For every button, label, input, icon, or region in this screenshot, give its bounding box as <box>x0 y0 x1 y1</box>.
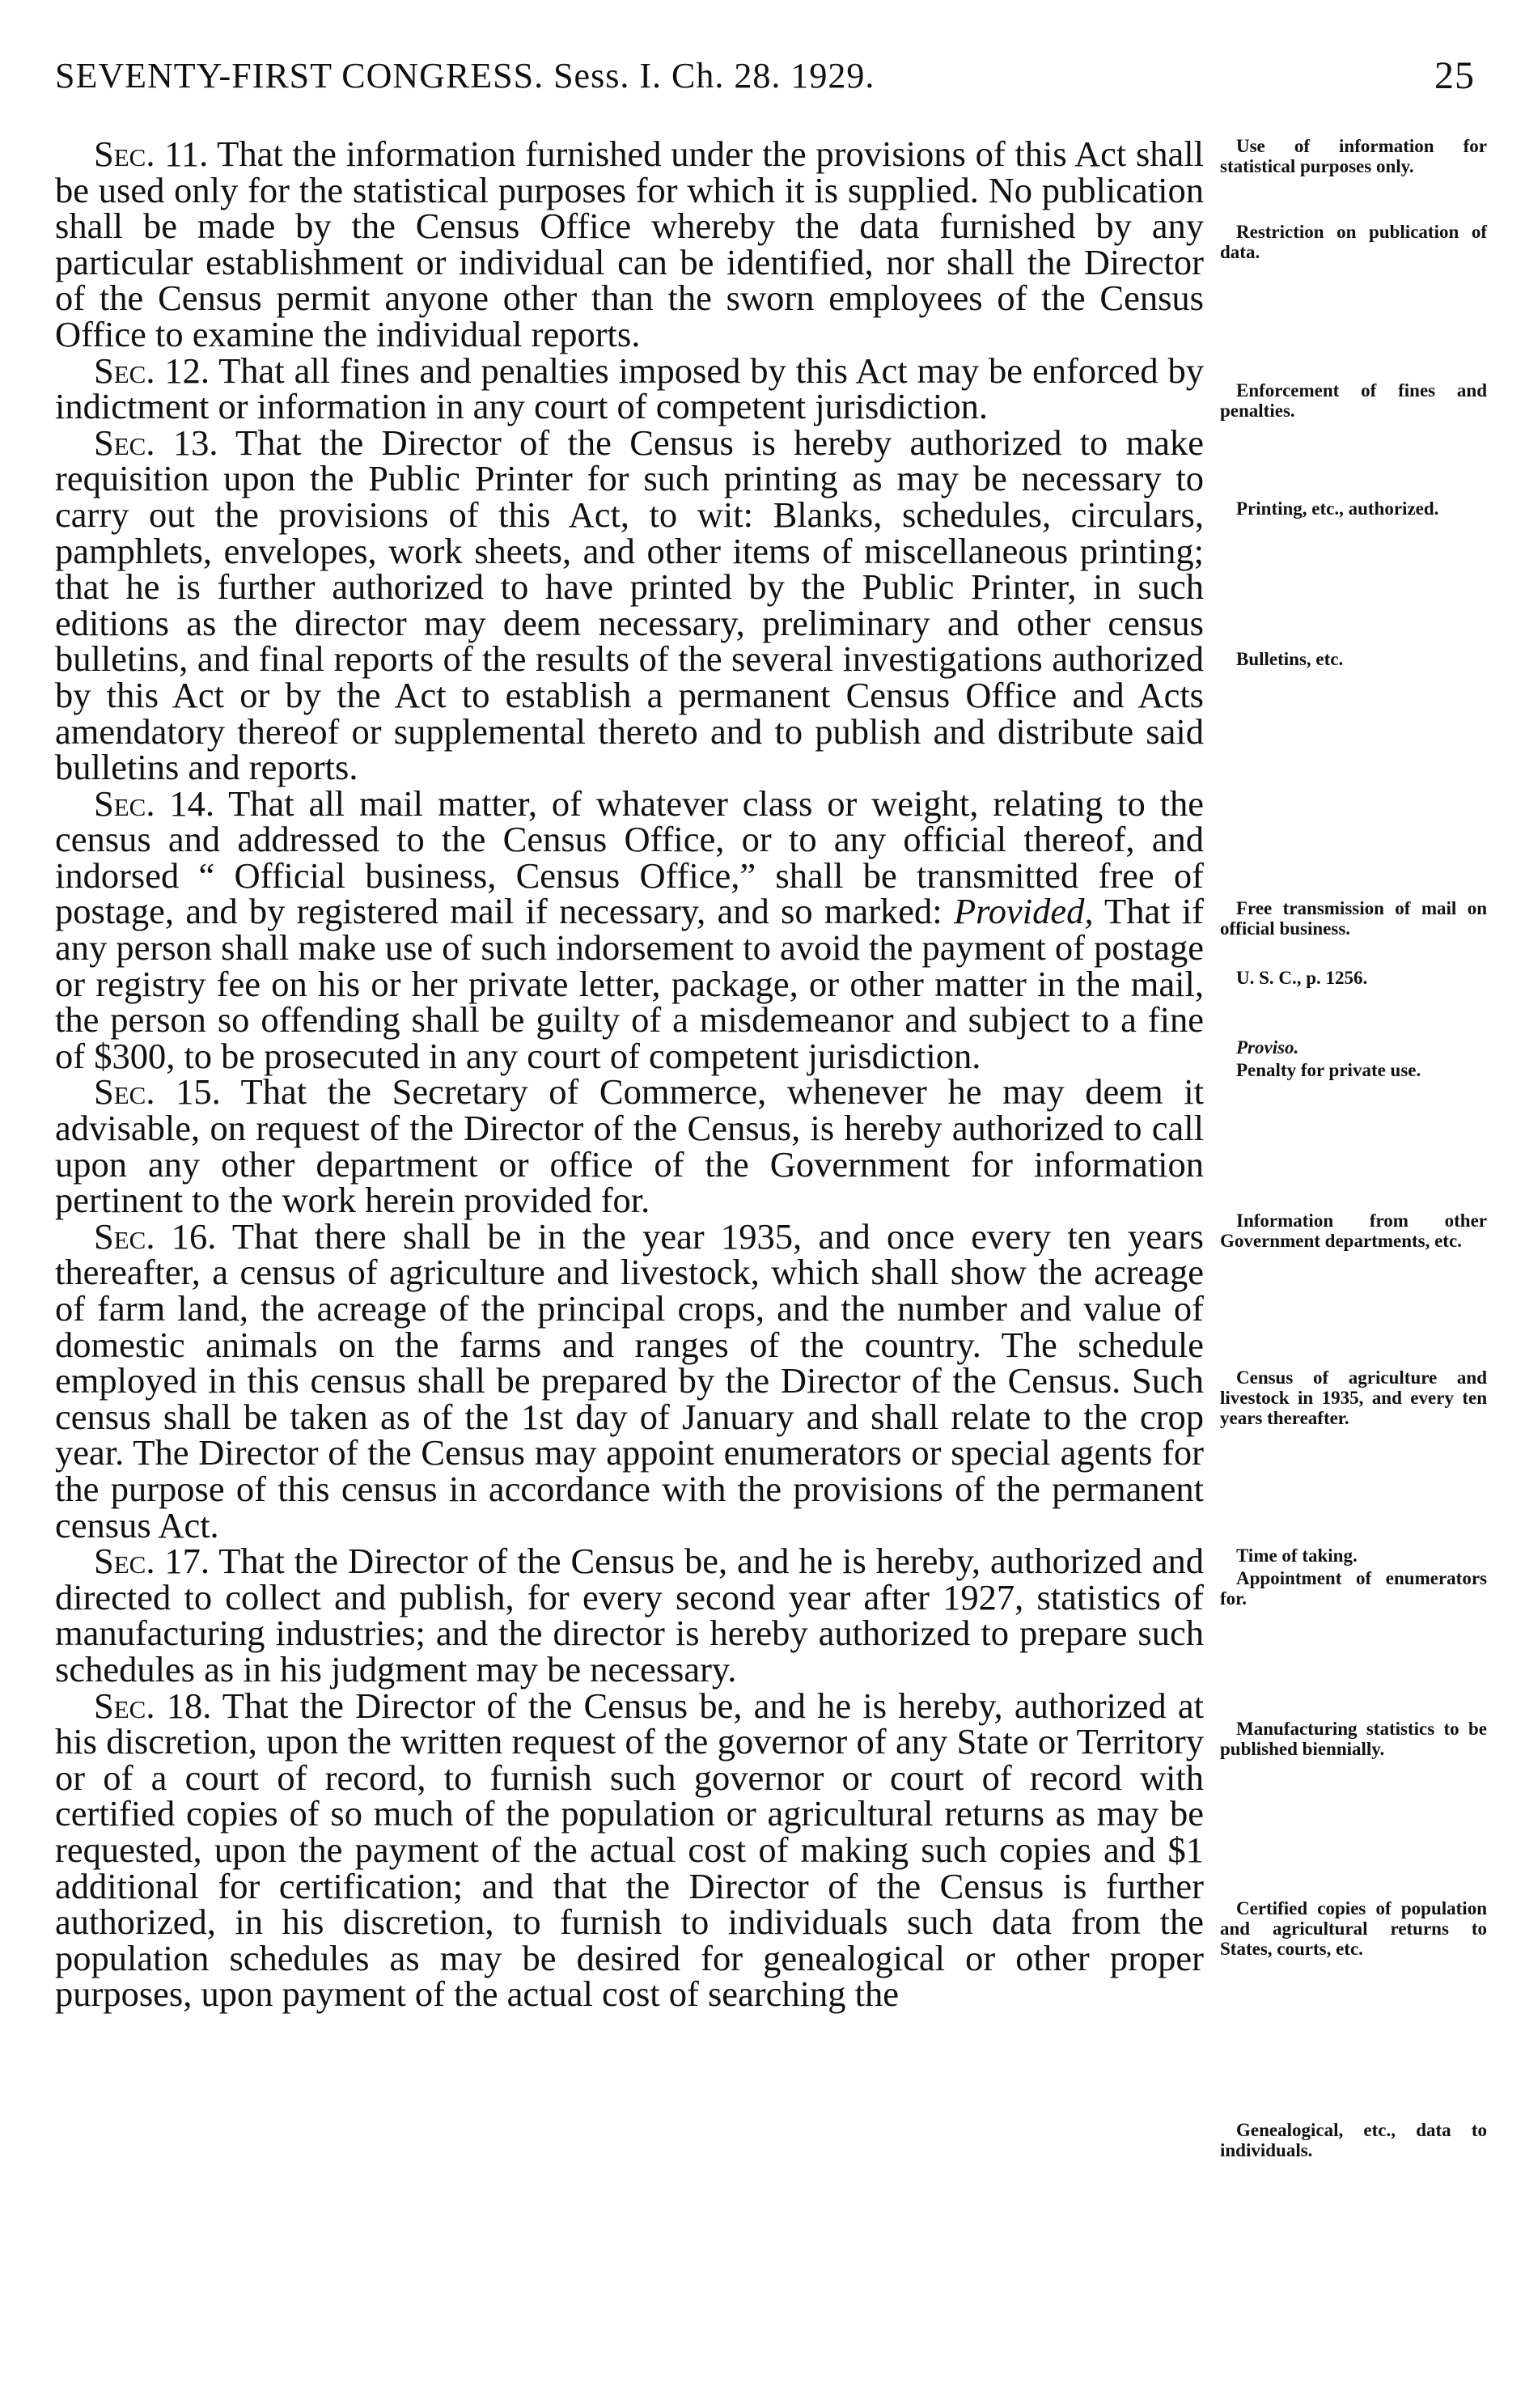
margin-note-proviso-label: Proviso. <box>1236 1037 1299 1058</box>
section-text: That the Director of the Census be, and he is hereby, authorized and directed to collect and publish, for every second year after 1927, statistics of manufacturing industries; and the director is hereby authorized to prepare such schedules as in his judgment may be necessary. <box>55 1541 1204 1689</box>
margin-note-certified-copies: Certified copies of population and agricultural returns to States, courts, etc. <box>1220 1898 1487 1959</box>
margin-note-usc-reference: U. S. C., p. 1256. <box>1236 968 1368 988</box>
section-11 <box>55 136 1204 353</box>
section-text: That all mail matter, of whatever class or weight, relating to the census and addressed to the Census Office, or to any official thereof, and indorsed “ Official business, Census Office,” shall be transmitted free of postage, and by registered mail if necessary, and so marked: <box>55 782 1204 932</box>
section-14 <box>55 782 1205 1076</box>
section-number: Sec. 16. <box>94 1215 217 1257</box>
proviso-word: Provided, <box>953 891 1094 932</box>
margin-note-printing-authorized: Printing, etc., authorized. <box>1236 498 1439 519</box>
margin-note-census-agriculture: Census of agriculture and livestock in 1935, and every ten years thereafter. <box>1220 1367 1487 1428</box>
margin-note-manufacturing-statistics: Manufacturing statistics to be published biennially. <box>1220 1719 1487 1759</box>
statute-text-column <box>55 134 1205 2015</box>
section-18 <box>55 1685 1204 2015</box>
margin-note-restriction-publication: Restriction on publication of data. <box>1220 222 1487 262</box>
margin-note-free-transmission: Free transmission of mail on official business. <box>1220 898 1487 939</box>
section-13 <box>55 422 1204 788</box>
section-text-after-proviso: That if any person shall make use of such indorsement to avoid the payment of postage or registry fee on his or her private letter, package, or other matter in the mail, the person so offending shall be guilty of a misdemeanor and subject to a fine of $300, to be prosecuted in any court of competent jurisdiction. <box>55 891 1205 1076</box>
section-number: Sec. 11. <box>94 134 209 174</box>
section-text: That there shall be in the year 1935, and once every ten years thereafter, a census of agriculture and livestock, which shall show the acreage of farm land, the acreage of the principal crops, and the number and value of domestic animals on the farms and ranges of the country. The schedule employed in this census shall be prepared by the Director of the Census. Such census shall be taken as of the 1st day of January and shall relate to the crop year. The Director of the Census may appoint enumerators or special agents for the purpose of this census in accordance with the provisions of the permanent census Act. <box>55 1215 1204 1545</box>
section-number: Sec. 14. <box>94 782 215 824</box>
section-number: Sec. 18. <box>94 1685 212 1726</box>
margin-note-enforcement-fines: Enforcement of fines and penalties. <box>1220 380 1487 421</box>
section-text: That the Director of the Census be, and he is hereby, authorized at his discretion, upon the written request of the governor of any State or Territory or of a court of record, to furnish such governor or court of record with certified copies of so much of the population or agricultural returns as may be requested, upon the payment of the actual cost of making such copies and $1 additional for certification; and that the Director of the Census is further authorized, in his discretion, to furnish to individuals such data from the population schedules as may be desired for genealogical or other proper purposes, upon payment of the actual cost of searching the <box>55 1685 1204 2015</box>
section-number: Sec. 15. <box>94 1071 221 1113</box>
section-17 <box>55 1543 1204 1687</box>
margin-note-information-departments: Information from other Government departments, etc. <box>1220 1210 1487 1251</box>
margin-note-genealogical-data: Genealogical, etc., data to individuals. <box>1220 2120 1487 2160</box>
page-number: 25 <box>1434 54 1475 97</box>
section-text: That the information furnished under the provisions of this Act shall be used only for the statistical purposes for which it is supplied. No publication shall be made by the Census Office whereby the data furnished by any particular establishment or individual can be identified, nor shall the Director of the Census permit anyone other than the sworn employees of the Census Office to examine the individual reports. <box>55 134 1205 354</box>
margin-note-bulletins: Bulletins, etc. <box>1236 649 1344 669</box>
section-16 <box>55 1215 1204 1545</box>
section-number: Sec. 13. <box>94 422 218 463</box>
margin-note-time-of-taking: Time of taking. <box>1236 1545 1358 1566</box>
margin-note-use-of-information: Use of information for statistical purposes only. <box>1220 136 1487 176</box>
section-number: Sec. 12. <box>94 350 210 391</box>
section-text: That the Director of the Census is hereby authorized to make requisition upon the Public Printer for such printing as may be necessary to carry out the provisions of this Act, to wit: Blanks, schedules, circulars, pamphlets, envelopes, work sheets, and other items of miscellaneous printing; that he is further authorized to have printed by the Public Printer, in such editions as the director may deem necessary, preliminary and other census bulletins, and final reports of the results of the several investigations authorized by this Act or by the Act to establish a permanent Census Office and Acts amendatory thereof or supplemental thereto and to publish and distribute said bulletins and reports. <box>55 422 1204 788</box>
section-15 <box>55 1071 1204 1221</box>
section-text: That all fines and penalties imposed by this Act may be enforced by indictment or information in any court of competent jurisdiction. <box>55 350 1204 427</box>
page-header <box>55 52 1475 100</box>
section-text: That the Secretary of Commerce, whenever he may deem it advisable, on request of the Director of the Census, is hereby authorized to call upon any other department or office of the Government for information pertinent to the work herein provided for. <box>55 1071 1204 1221</box>
running-head-title: SEVENTY-FIRST CONGRESS. Sess. I. Ch. 28. 1929. <box>55 56 875 95</box>
margin-note-penalty-private-use: Penalty for private use. <box>1236 1060 1421 1080</box>
margin-note-appointment-enumerators: Appointment of enumerators for. <box>1220 1568 1487 1609</box>
section-12 <box>55 350 1204 427</box>
section-number: Sec. 17. <box>94 1541 210 1582</box>
